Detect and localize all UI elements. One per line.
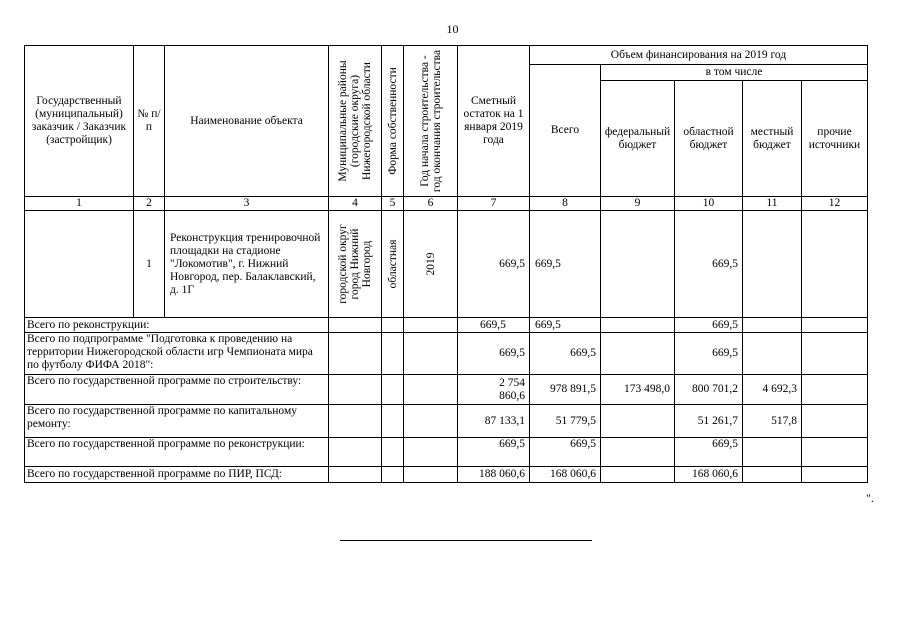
summary-federal xyxy=(601,405,675,438)
summary-label: Всего по подпрограмме "Подготовка к проведению на территории Нижегородской области игр Чемпионата мира по футболу ФИФА 2018": xyxy=(25,333,329,375)
header-customer: Государственный (муниципальный) заказчик / Заказчик (застройщик) xyxy=(25,46,134,197)
header-other: прочие источники xyxy=(802,81,868,197)
object-ownership: областная xyxy=(382,211,404,318)
column-number: 4 xyxy=(329,197,382,211)
closing-quote-mark: ". xyxy=(866,491,874,505)
summary-federal: 173 498,0 xyxy=(601,375,675,405)
financing-table xyxy=(24,45,868,483)
summary-federal xyxy=(601,467,675,483)
header-regional: областной бюджет xyxy=(675,81,743,197)
column-number: 6 xyxy=(404,197,458,211)
summary-label: Всего по государственной программе по ПИР, ПСД: xyxy=(25,467,329,483)
summary-regional: 168 060,6 xyxy=(675,467,743,483)
summary-regional: 51 261,7 xyxy=(675,405,743,438)
summary-federal xyxy=(601,318,675,333)
column-number-row xyxy=(25,197,868,211)
summary-row xyxy=(25,438,868,467)
summary-local: 517,8 xyxy=(743,405,802,438)
summary-row xyxy=(25,467,868,483)
column-number: 1 xyxy=(25,197,134,211)
object-district: городской округ город Нижний Новгород xyxy=(329,211,382,318)
header-total: Всего xyxy=(530,65,601,197)
summary-total: 168 060,6 xyxy=(530,467,601,483)
summary-label: Всего по государственной программе по капитальному ремонту: xyxy=(25,405,329,438)
column-number: 9 xyxy=(601,197,675,211)
summary-balance: 2 754 860,6 xyxy=(458,375,530,405)
object-other xyxy=(802,211,868,318)
column-number: 11 xyxy=(743,197,802,211)
header-funding-group: Объем финансирования на 2019 год xyxy=(530,46,868,65)
summary-label: Всего по реконструкции: xyxy=(25,318,329,333)
object-num: 1 xyxy=(134,211,165,318)
column-number: 3 xyxy=(165,197,329,211)
header-federal: федеральный бюджет xyxy=(601,81,675,197)
page-number: 10 xyxy=(446,22,459,36)
summary-local xyxy=(743,467,802,483)
object-balance: 669,5 xyxy=(458,211,530,318)
summary-label: Всего по государственной программе по строительству: xyxy=(25,375,329,405)
summary-balance: 669,5 xyxy=(458,333,530,375)
summary-total: 669,5 xyxy=(530,333,601,375)
summary-total: 669,5 xyxy=(530,318,601,333)
column-number: 5 xyxy=(382,197,404,211)
summary-regional: 800 701,2 xyxy=(675,375,743,405)
summary-balance: 188 060,6 xyxy=(458,467,530,483)
summary-row xyxy=(25,318,868,333)
summary-federal xyxy=(601,438,675,467)
summary-local: 4 692,3 xyxy=(743,375,802,405)
object-customer xyxy=(25,211,134,318)
header-ownership: Форма собственности xyxy=(382,46,404,197)
column-number: 8 xyxy=(530,197,601,211)
summary-regional: 669,5 xyxy=(675,318,743,333)
object-total: 669,5 xyxy=(530,211,601,318)
header-district: Муниципальные районы (городские округа) Нижегородской области xyxy=(329,46,382,197)
header-num: № п/п xyxy=(134,46,165,197)
summary-row xyxy=(25,333,868,375)
object-row xyxy=(25,211,868,318)
object-years: 2019 xyxy=(404,211,458,318)
summary-local xyxy=(743,438,802,467)
summary-total: 978 891,5 xyxy=(530,375,601,405)
summary-total: 51 779,5 xyxy=(530,405,601,438)
object-local xyxy=(743,211,802,318)
header-including: в том числе xyxy=(601,65,868,81)
column-number: 7 xyxy=(458,197,530,211)
summary-total: 669,5 xyxy=(530,438,601,467)
header-object-name: Наименование объекта xyxy=(165,46,329,197)
summary-local xyxy=(743,318,802,333)
header-local: местный бюджет xyxy=(743,81,802,197)
summary-balance: 669,5 xyxy=(458,318,530,333)
summary-regional: 669,5 xyxy=(675,438,743,467)
separator-line xyxy=(340,540,592,541)
summary-federal xyxy=(601,333,675,375)
summary-row xyxy=(25,405,868,438)
object-name: Реконструкция тренировочной площадки на стадионе "Локомотив", г. Нижний Новгород, пер. Балаклавский, д. 1Г xyxy=(165,211,329,318)
column-number: 12 xyxy=(802,197,868,211)
object-federal xyxy=(601,211,675,318)
header-years: Год начала строительства - год окончания строительства xyxy=(404,46,458,197)
summary-local xyxy=(743,333,802,375)
summary-label: Всего по государственной программе по реконструкции: xyxy=(25,438,329,467)
summary-balance: 87 133,1 xyxy=(458,405,530,438)
column-number: 10 xyxy=(675,197,743,211)
summary-row xyxy=(25,375,868,405)
summary-regional: 669,5 xyxy=(675,333,743,375)
column-number: 2 xyxy=(134,197,165,211)
header-balance: Сметный остаток на 1 января 2019 года xyxy=(458,46,530,197)
summary-balance: 669,5 xyxy=(458,438,530,467)
object-regional: 669,5 xyxy=(675,211,743,318)
